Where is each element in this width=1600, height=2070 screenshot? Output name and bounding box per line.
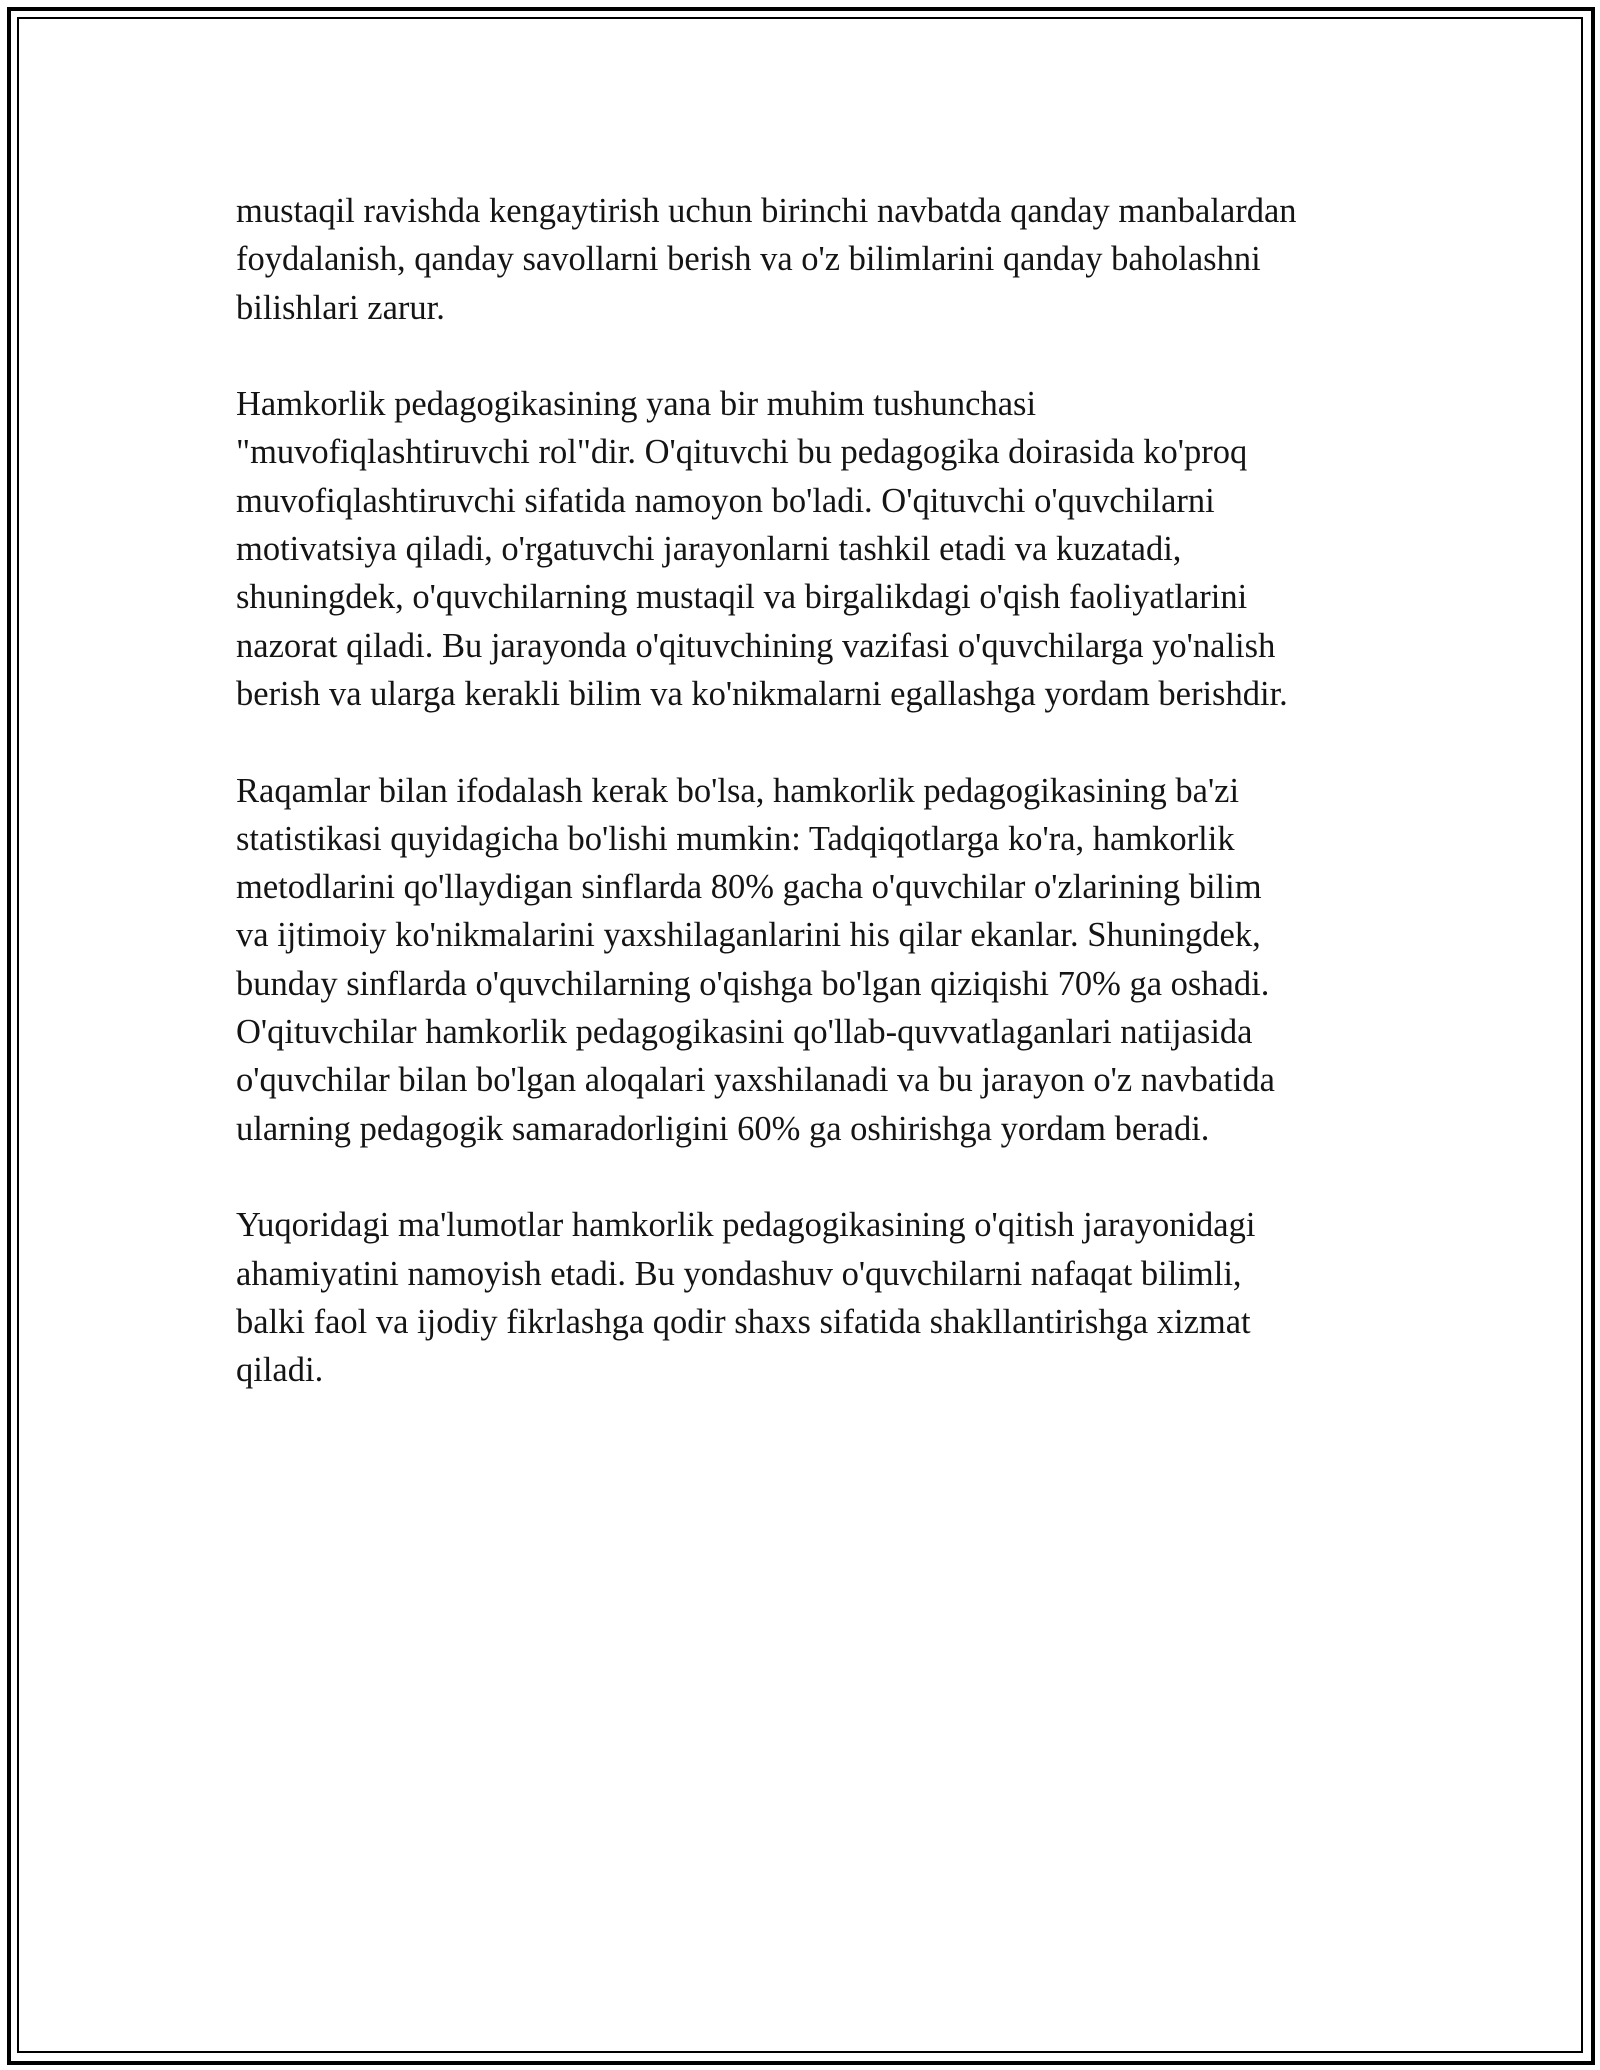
paragraph-3: Raqamlar bilan ifodalash kerak bo'lsa, hamkorlik pedagogikasining ba'zi statistikasi quyidagicha bo'lishi mumkin: Tadqiqotlarga ko'ra, hamkorlik metodlarini qo'llaydigan sinflarda 80% gacha o'quvchilar o'zlarining bilim va ijtimoiy ko'nikmalarini yaxshilaganlarini his qilar ekanlar. Shuningdek, bunday sinflarda o'quvchilarning o'qishga bo'lgan qiziqishi 70% ga oshadi. O'qituvchilar hamkorlik pedagogikasini qo'llab-quvvatlaganlari natijasida o'quvchilar bilan bo'lgan aloqalari yaxshilanadi va bu jarayon o'z navbatida ularning pedagogik samaradorligini 60% ga oshirishga yordam beradi. xyxy=(236,771,1275,1148)
document-body xyxy=(236,187,1366,1443)
paragraph-2: Hamkorlik pedagogikasining yana bir muhim tushunchasi "muvofiqlashtiruvchi rol"dir. O'qituvchi bu pedagogika doirasida ko'proq muvofiqlashtiruvchi sifatida namoyon bo'ladi. O'qituvchi o'quvchilarni motivatsiya qiladi, o'rgatuvchi jarayonlarni tashkil etadi va kuzatadi, shuningdek, o'quvchilarning mustaqil va birgalikdagi o'qish faoliyatlarini nazorat qiladi. Bu jarayonda o'qituvchining vazifasi o'quvchilarga yo'nalish berish va ularga kerakli bilim va ko'nikmalarni egallashga yordam berishdir. xyxy=(236,385,1288,713)
paragraph-1: mustaqil ravishda kengaytirish uchun birinchi navbatda qanday manbalardan foydalanish, qanday savollarni berish va o'z bilimlarini qanday baholashni bilishlari zarur. xyxy=(236,192,1297,327)
paragraph-4: Yuqoridagi ma'lumotlar hamkorlik pedagogikasining o'qitish jarayonidagi ahamiyatini namoyish etadi. Bu yondashuv o'quvchilarni nafaqat bilimli, balki faol va ijodiy fikrlashga qodir shaxs sifatida shakllantirishga xizmat qiladi. xyxy=(236,1206,1256,1390)
